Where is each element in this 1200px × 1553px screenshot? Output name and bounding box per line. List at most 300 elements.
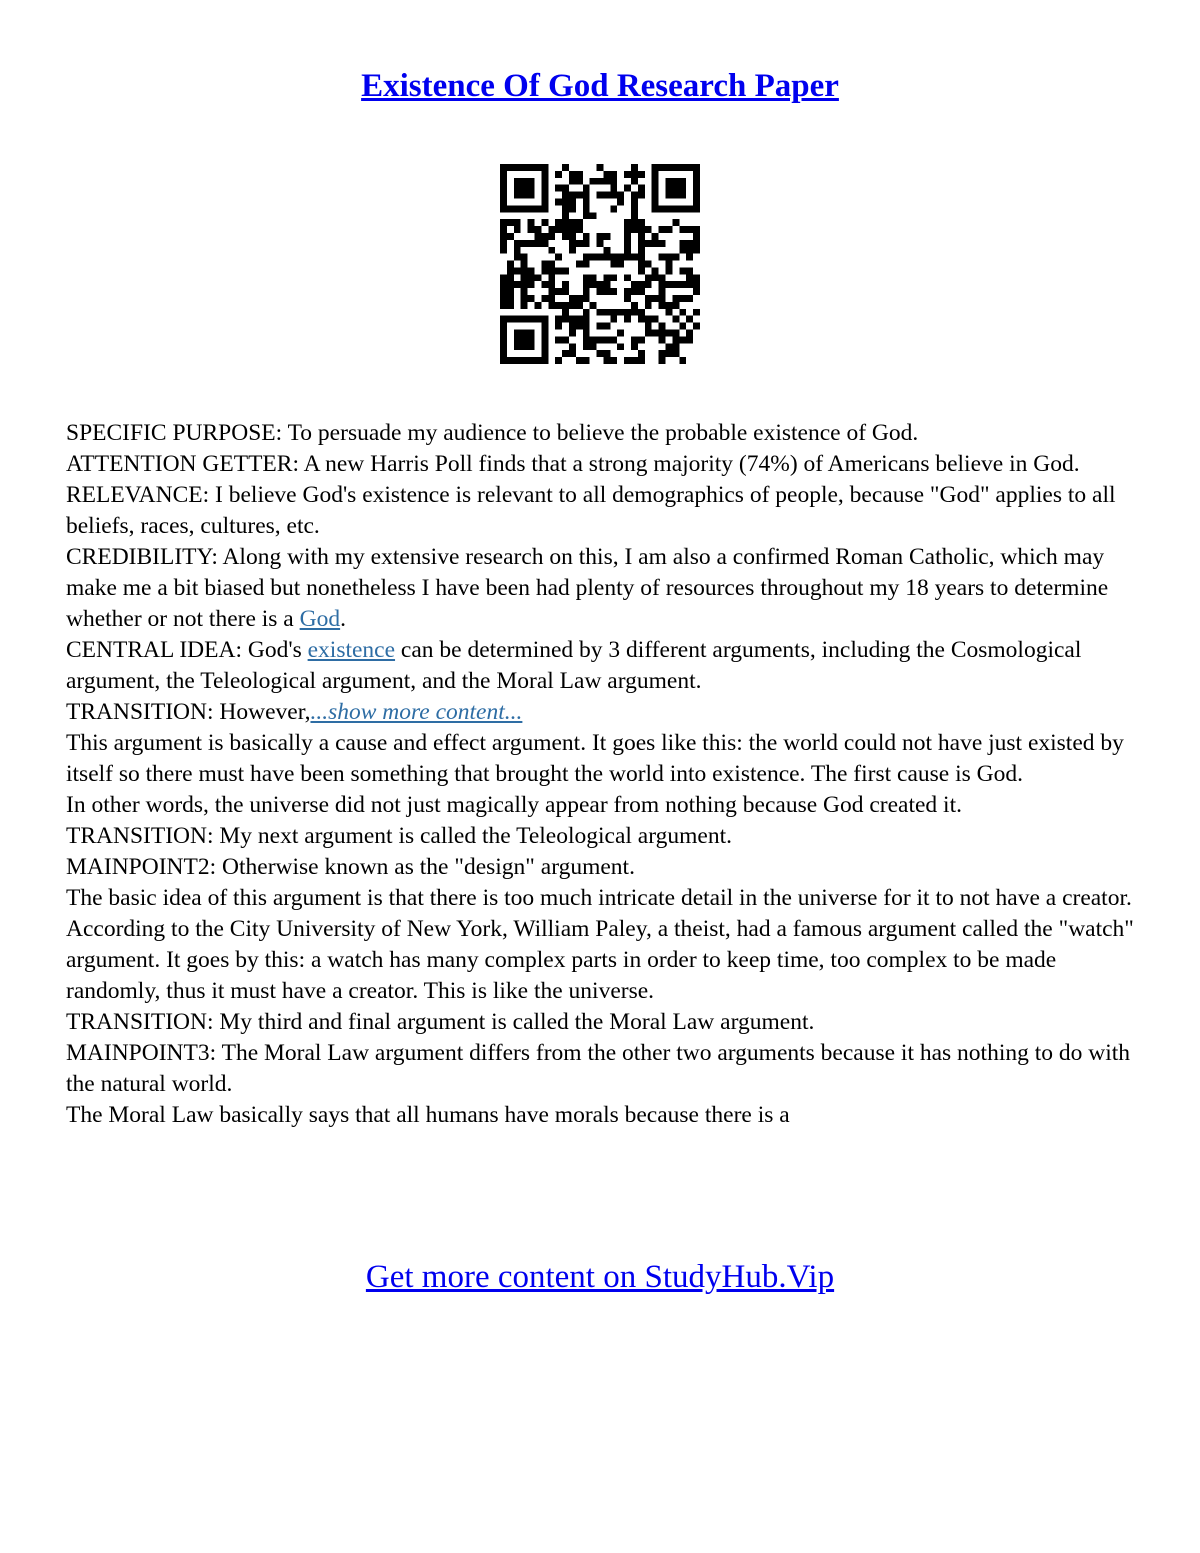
qr-module (693, 247, 700, 254)
transition-paragraph-3: TRANSITION: My third and final argument is called the Moral Law argument. (66, 1009, 815, 1035)
qr-module (541, 240, 548, 247)
god-link[interactable]: God (299, 606, 341, 632)
qr-module (569, 205, 576, 212)
qr-module (583, 274, 590, 281)
qr-module (638, 247, 645, 254)
qr-module (624, 226, 631, 233)
qr-module (548, 288, 555, 295)
qr-module (583, 240, 590, 247)
qr-module (500, 343, 507, 350)
qr-module (583, 281, 590, 288)
qr-module (693, 178, 700, 185)
qr-module (521, 254, 528, 261)
qr-module (652, 198, 659, 205)
qr-module (576, 316, 583, 323)
qr-module (569, 240, 576, 247)
document-title[interactable]: Existence Of God Research Paper (361, 68, 839, 104)
qr-module (500, 205, 507, 212)
qr-module (679, 240, 686, 247)
qr-module (597, 350, 604, 357)
qr-module (666, 254, 673, 261)
qr-module (548, 274, 555, 281)
qr-module (679, 178, 686, 185)
qr-module (672, 178, 679, 185)
qr-module (583, 309, 590, 316)
qr-module (603, 171, 610, 178)
qr-module (638, 240, 645, 247)
qr-module (583, 192, 590, 199)
qr-module (652, 171, 659, 178)
qr-module (528, 164, 535, 171)
qr-module (507, 233, 514, 240)
qr-module (562, 350, 569, 357)
qr-module (679, 185, 686, 192)
qr-module (548, 247, 555, 254)
qr-module (659, 323, 666, 330)
qr-module (624, 288, 631, 295)
qr-module (583, 336, 590, 343)
qr-module (562, 164, 569, 171)
qr-module (569, 330, 576, 337)
qr-module (672, 281, 679, 288)
qr-module (638, 233, 645, 240)
qr-module (679, 323, 686, 330)
qr-module (500, 316, 507, 323)
qr-module (597, 281, 604, 288)
qr-module (597, 309, 604, 316)
qr-module (624, 171, 631, 178)
transition-text: TRANSITION: However, (66, 699, 311, 725)
qr-module (693, 164, 700, 171)
qr-module (659, 302, 666, 309)
qr-module (666, 164, 673, 171)
qr-module (541, 267, 548, 274)
qr-module (590, 302, 597, 309)
qr-module (500, 350, 507, 357)
qr-module (672, 295, 679, 302)
qr-module (603, 323, 610, 330)
qr-module (693, 323, 700, 330)
qr-module (583, 323, 590, 330)
qr-module (686, 247, 693, 254)
qr-module (555, 185, 562, 192)
qr-module (562, 212, 569, 219)
qr-module (507, 288, 514, 295)
qr-module (521, 295, 528, 302)
qr-module (548, 233, 555, 240)
qr-module (645, 330, 652, 337)
qr-module (569, 247, 576, 254)
qr-module (686, 295, 693, 302)
qr-module (672, 330, 679, 337)
qr-module (638, 226, 645, 233)
qr-module (610, 254, 617, 261)
qr-module (507, 219, 514, 226)
qr-module (652, 240, 659, 247)
qr-module (652, 330, 659, 337)
qr-module (617, 330, 624, 337)
qr-module (576, 226, 583, 233)
watch-argument-paragraph: According to the City University of New York, William Paley, a theist, had a famous argument called the "watch" argument. It goes by this: a watch has many complex parts in order to keep time, too complex to be made randomly, thus it must have a creator. This is like the universe. (66, 916, 1134, 1004)
qr-module (652, 267, 659, 274)
universe-paragraph: In other words, the universe did not just magically appear from nothing because God created it. (66, 792, 962, 818)
qr-module (521, 164, 528, 171)
qr-module (679, 281, 686, 288)
qr-module (597, 192, 604, 199)
qr-module (521, 302, 528, 309)
qr-module (576, 240, 583, 247)
qr-module (686, 316, 693, 323)
qr-module (528, 316, 535, 323)
qr-module (679, 309, 686, 316)
qr-module (583, 295, 590, 302)
qr-module (624, 309, 631, 316)
qr-module (500, 226, 507, 233)
qr-module (569, 178, 576, 185)
qr-module (659, 205, 666, 212)
qr-module (624, 247, 631, 254)
qr-module (583, 330, 590, 337)
qr-module (541, 185, 548, 192)
qr-module (521, 185, 528, 192)
qr-module (693, 240, 700, 247)
qr-module (514, 178, 521, 185)
qr-module (597, 240, 604, 247)
qr-module (576, 192, 583, 199)
credibility-period: . (340, 606, 346, 632)
qr-module (521, 261, 528, 268)
qr-module (541, 192, 548, 199)
qr-module (507, 267, 514, 274)
qr-module (610, 316, 617, 323)
qr-module (603, 309, 610, 316)
central-idea-text-start: CENTRAL IDEA: God's (66, 637, 308, 663)
qr-module (610, 357, 617, 364)
existence-link[interactable]: existence (307, 637, 396, 663)
qr-module (652, 205, 659, 212)
qr-module (500, 288, 507, 295)
qr-module (576, 178, 583, 185)
qr-module (624, 240, 631, 247)
qr-module (583, 233, 590, 240)
qr-module (555, 267, 562, 274)
qr-module (569, 323, 576, 330)
qr-module (541, 178, 548, 185)
relevance-paragraph: RELEVANCE: I believe God's existence is relevant to all demographics of people, because "God" applies to all beliefs, races, cultures, etc. (66, 482, 1116, 539)
qr-module (638, 281, 645, 288)
qr-module (617, 254, 624, 261)
qr-module (693, 309, 700, 316)
qr-module (617, 309, 624, 316)
qr-module (562, 205, 569, 212)
qr-module (686, 336, 693, 343)
transition-paragraph-1 (66, 697, 1136, 728)
qr-module (583, 316, 590, 323)
qr-module (686, 205, 693, 212)
qr-module (541, 261, 548, 268)
qr-module (521, 178, 528, 185)
qr-module (514, 226, 521, 233)
qr-module (686, 330, 693, 337)
qr-module (603, 281, 610, 288)
qr-module (610, 205, 617, 212)
qr-module (555, 323, 562, 330)
qr-module (569, 350, 576, 357)
qr-module (514, 343, 521, 350)
qr-module (528, 281, 535, 288)
show-more-content-link[interactable]: ...show more content... (310, 699, 523, 725)
qr-module (562, 267, 569, 274)
qr-module (555, 171, 562, 178)
qr-module (686, 274, 693, 281)
qr-module (583, 198, 590, 205)
qr-module (672, 205, 679, 212)
qr-module (659, 288, 666, 295)
qr-module (590, 281, 597, 288)
qr-module (638, 309, 645, 316)
qr-module (693, 185, 700, 192)
qr-module (645, 316, 652, 323)
qr-module (638, 350, 645, 357)
qr-module (652, 192, 659, 199)
qr-module (500, 185, 507, 192)
central-idea-text-end: can be determined by 3 different arguments, including the Cosmological argument, the Teleological argument, and the Moral Law argument. (66, 637, 1082, 694)
qr-module (507, 302, 514, 309)
qr-module (555, 357, 562, 364)
qr-module (562, 281, 569, 288)
qr-module (562, 219, 569, 226)
qr-module (666, 226, 673, 233)
qr-module (514, 219, 521, 226)
qr-module (631, 254, 638, 261)
qr-module (500, 302, 507, 309)
qr-module (666, 185, 673, 192)
qr-module (638, 316, 645, 323)
credibility-paragraph (66, 542, 1136, 635)
qr-code-image (500, 164, 700, 364)
qr-module (679, 267, 686, 274)
qr-module (679, 164, 686, 171)
qr-module (576, 261, 583, 268)
qr-module (666, 261, 673, 268)
qr-module (555, 198, 562, 205)
qr-module (562, 198, 569, 205)
qr-module (569, 192, 576, 199)
qr-module (638, 261, 645, 268)
qr-module (562, 288, 569, 295)
qr-module (576, 323, 583, 330)
qr-module (555, 316, 562, 323)
qr-module (659, 281, 666, 288)
qr-module (638, 357, 645, 364)
qr-module (555, 219, 562, 226)
qr-module (528, 343, 535, 350)
qr-module (528, 178, 535, 185)
qr-module (548, 281, 555, 288)
qr-module (679, 205, 686, 212)
qr-module (583, 205, 590, 212)
qr-module (659, 357, 666, 364)
qr-module (603, 357, 610, 364)
qr-module (555, 226, 562, 233)
qr-module (631, 357, 638, 364)
qr-module (569, 316, 576, 323)
qr-module (548, 267, 555, 274)
qr-module (666, 178, 673, 185)
qr-module (528, 226, 535, 233)
qr-module (500, 233, 507, 240)
qr-module (541, 219, 548, 226)
qr-module (534, 240, 541, 247)
qr-module (521, 330, 528, 337)
qr-module (672, 164, 679, 171)
qr-module (652, 164, 659, 171)
qr-module (583, 212, 590, 219)
qr-module (666, 309, 673, 316)
qr-module (521, 274, 528, 281)
qr-module (569, 233, 576, 240)
qr-module (548, 226, 555, 233)
qr-module (631, 288, 638, 295)
qr-module (569, 219, 576, 226)
qr-module (555, 302, 562, 309)
qr-module (583, 185, 590, 192)
qr-module (534, 357, 541, 364)
qr-module (500, 281, 507, 288)
qr-module (500, 295, 507, 302)
qr-module (638, 336, 645, 343)
qr-module (645, 302, 652, 309)
qr-module (541, 164, 548, 171)
qr-module (624, 233, 631, 240)
qr-module (686, 240, 693, 247)
qr-module (631, 171, 638, 178)
qr-module (659, 350, 666, 357)
qr-module (562, 316, 569, 323)
qr-module (500, 323, 507, 330)
document-body (66, 418, 1136, 1131)
qr-module (521, 316, 528, 323)
qr-module (672, 343, 679, 350)
qr-module (514, 185, 521, 192)
qr-module (500, 171, 507, 178)
qr-module (562, 336, 569, 343)
qr-module (666, 281, 673, 288)
qr-module (562, 226, 569, 233)
qr-module (666, 205, 673, 212)
qr-module (597, 288, 604, 295)
moral-law-paragraph: The Moral Law basically says that all humans have morals because there is a (66, 1102, 790, 1128)
qr-module (610, 336, 617, 343)
qr-module (631, 343, 638, 350)
get-more-content-link[interactable]: Get more content on StudyHub.Vip (365, 1259, 835, 1295)
qr-module (638, 288, 645, 295)
qr-module (652, 295, 659, 302)
qr-module (583, 261, 590, 268)
qr-module (610, 261, 617, 268)
qr-module (693, 192, 700, 199)
qr-module (500, 247, 507, 254)
qr-module (631, 192, 638, 199)
qr-module (617, 343, 624, 350)
qr-module (500, 178, 507, 185)
credibility-text: CREDIBILITY: Along with my extensive research on this, I am also a confirmed Roman Catholic, which may make me a bit biased but nonetheless I have been had plenty of resources throughout my 18 years to determine whether or not there is a (66, 544, 1109, 632)
qr-module (659, 295, 666, 302)
qr-module (528, 274, 535, 281)
qr-module (583, 254, 590, 261)
qr-module (672, 336, 679, 343)
qr-module (693, 205, 700, 212)
qr-module (590, 254, 597, 261)
qr-module (652, 274, 659, 281)
qr-module (590, 343, 597, 350)
qr-module (610, 192, 617, 199)
qr-module (569, 171, 576, 178)
qr-module (686, 226, 693, 233)
qr-module (610, 309, 617, 316)
qr-module (645, 274, 652, 281)
qr-module (562, 185, 569, 192)
qr-module (659, 274, 666, 281)
qr-module (610, 185, 617, 192)
qr-module (514, 281, 521, 288)
qr-module (666, 330, 673, 337)
qr-module (631, 302, 638, 309)
qr-module (507, 164, 514, 171)
qr-module (652, 316, 659, 323)
qr-module (631, 226, 638, 233)
qr-module (672, 316, 679, 323)
qr-module (541, 323, 548, 330)
qr-module (534, 164, 541, 171)
qr-module (541, 357, 548, 364)
qr-module (603, 254, 610, 261)
qr-module (659, 336, 666, 343)
qr-module (500, 330, 507, 337)
qr-module (693, 233, 700, 240)
qr-module (610, 288, 617, 295)
qr-module (583, 343, 590, 350)
qr-module (562, 309, 569, 316)
qr-module (507, 274, 514, 281)
mainpoint2-paragraph: MAINPOINT2: Otherwise known as the "design" argument. (66, 854, 635, 880)
qr-module (500, 219, 507, 226)
qr-module (603, 350, 610, 357)
qr-module (693, 226, 700, 233)
qr-module (521, 343, 528, 350)
qr-module (610, 274, 617, 281)
qr-module (528, 267, 535, 274)
qr-module (666, 350, 673, 357)
qr-module (631, 164, 638, 171)
qr-module (597, 178, 604, 185)
qr-module (500, 164, 507, 171)
qr-module (514, 267, 521, 274)
qr-module (528, 192, 535, 199)
qr-module (569, 226, 576, 233)
qr-module (631, 219, 638, 226)
qr-module (555, 288, 562, 295)
qr-module (569, 198, 576, 205)
qr-module (603, 233, 610, 240)
qr-module (631, 309, 638, 316)
specific-purpose-paragraph: SPECIFIC PURPOSE: To persuade my audience to believe the probable existence of God. (66, 420, 919, 446)
qr-module (645, 226, 652, 233)
central-idea-paragraph (66, 635, 1136, 697)
qr-module (652, 233, 659, 240)
qr-module (541, 198, 548, 205)
qr-module (521, 288, 528, 295)
